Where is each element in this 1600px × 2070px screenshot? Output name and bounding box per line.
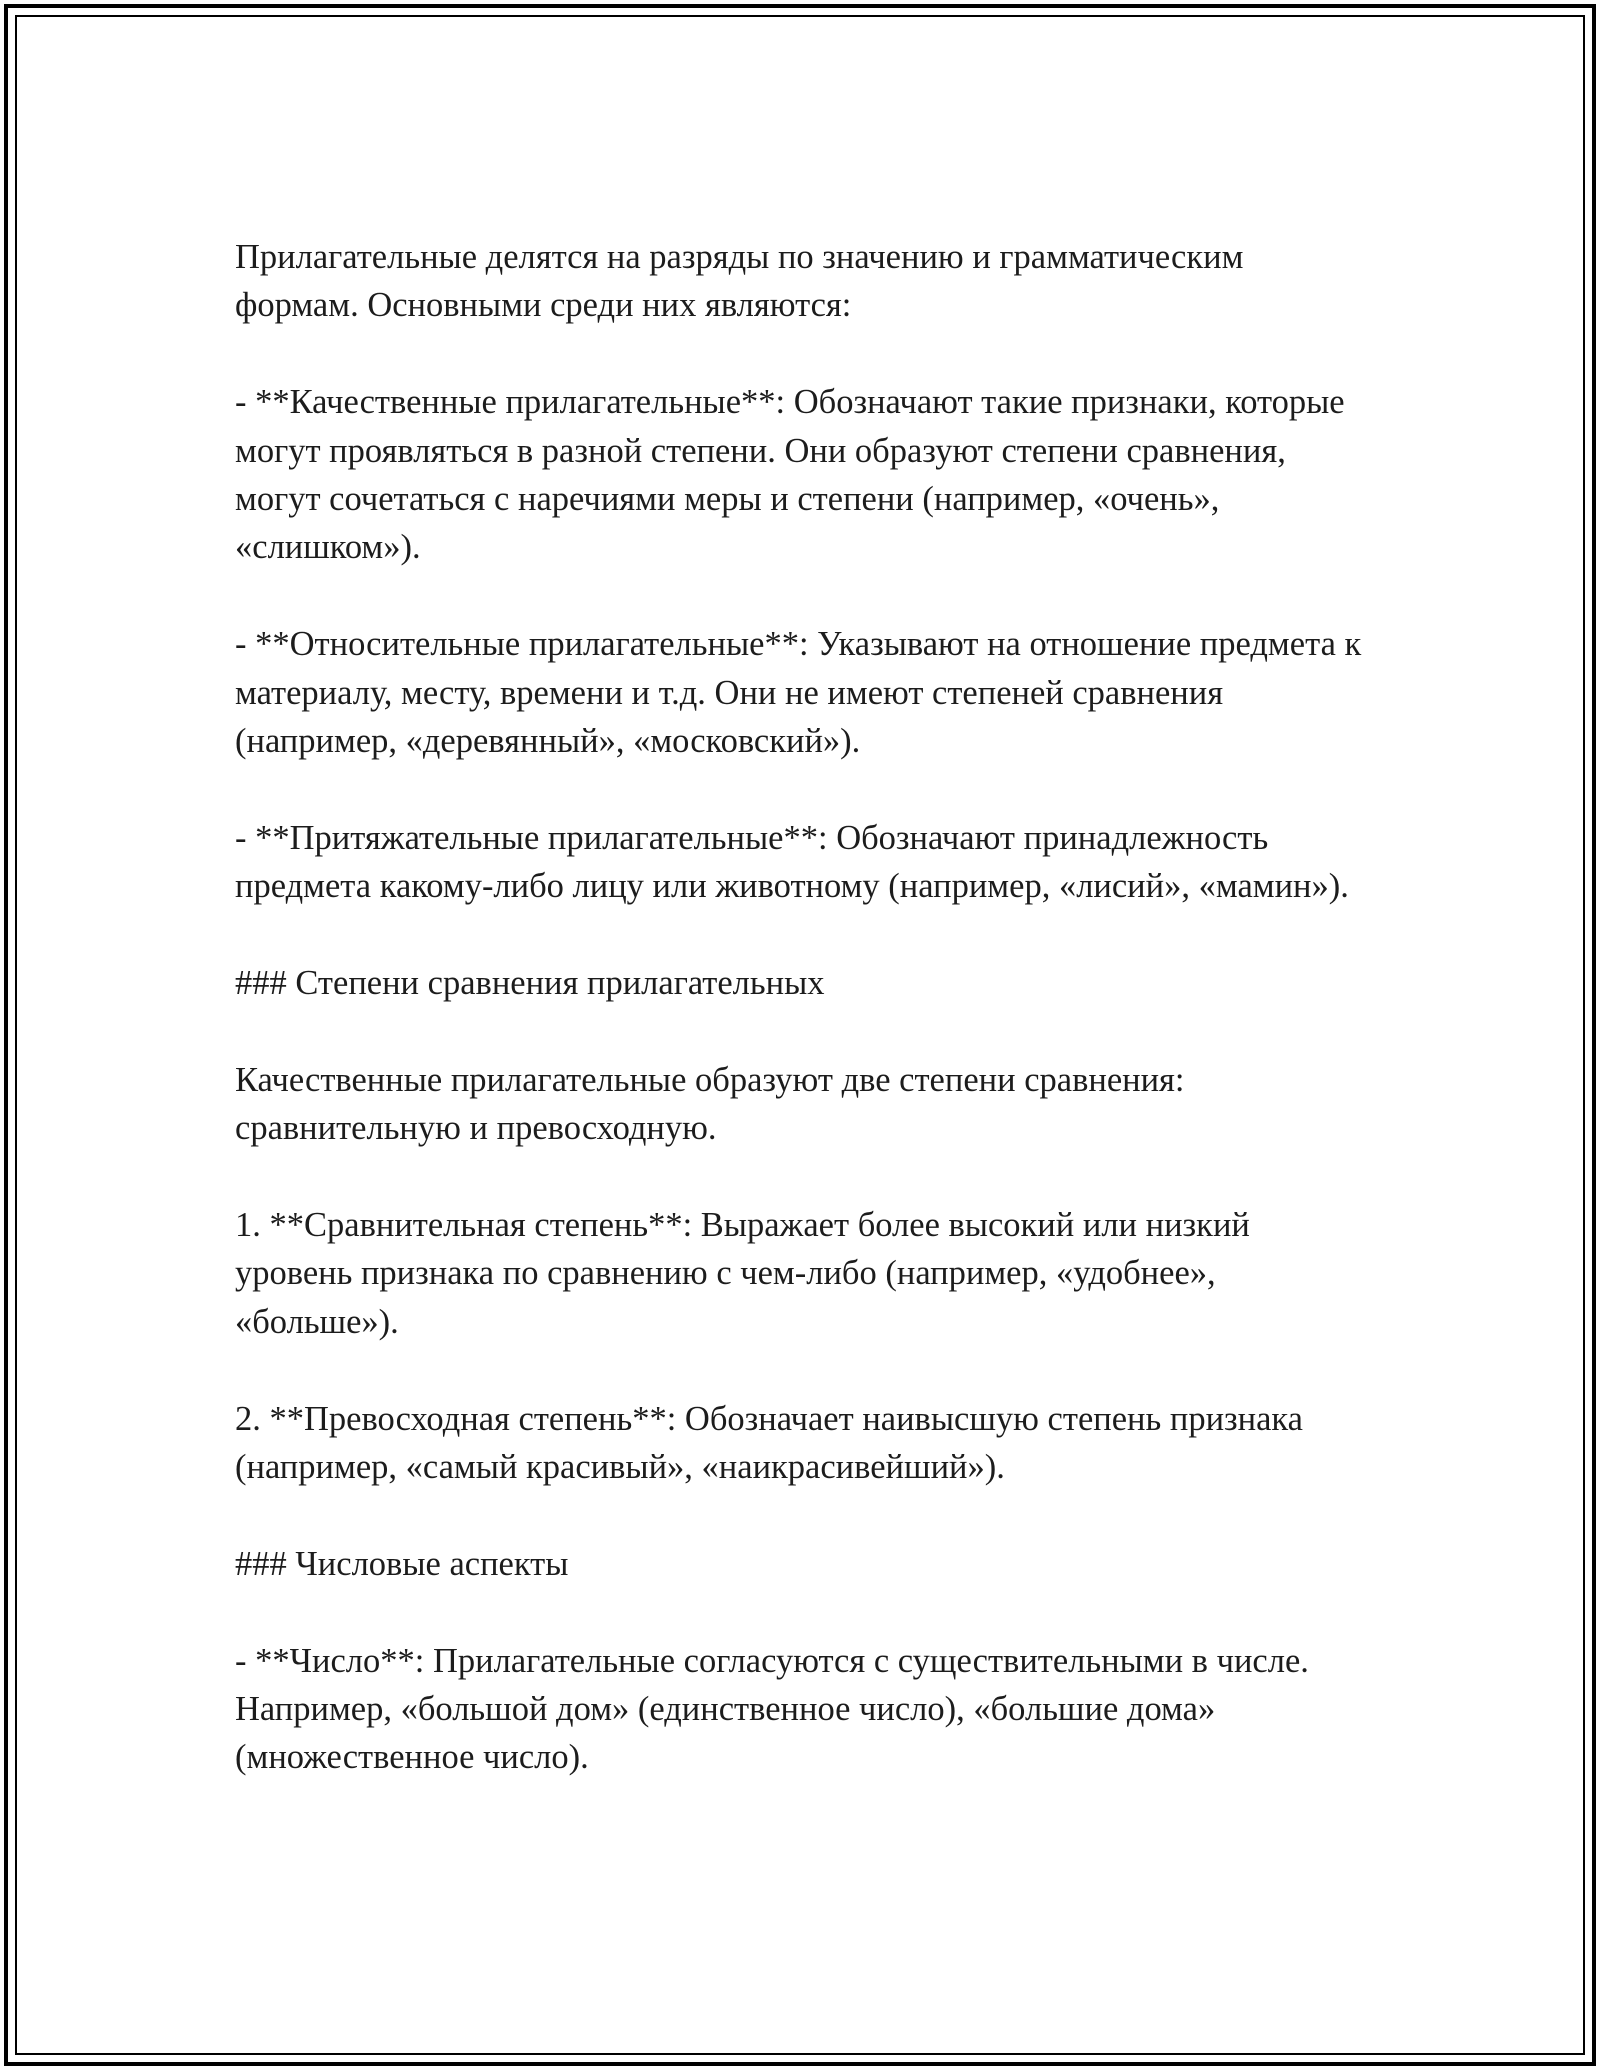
list-item-number: - **Число**: Прилагательные согласуются с существительными в числе. Например, «большой дом» (единственное число), «большие дома» (множественное число). [235,1641,1309,1777]
list-item-comparative: 1. **Сравнительная степень**: Выражает более высокий или низкий уровень признака по сравнению с чем-либо (например, «удобнее», «больше»). [235,1206,1250,1341]
section-heading-number: ### Числовые аспекты [235,1544,569,1583]
section-heading-comparison: ### Степени сравнения прилагательных [235,964,825,1003]
list-item-qualitative: - **Качественные прилагательные**: Обозначают такие признаки, которые могут проявляться в разной степени. Они образуют степени сравнения, могут сочетаться с наречиями меры и степени (например, «очень», «слишком»). [235,383,1345,567]
document-body [235,233,1375,1782]
comparison-intro-paragraph: Качественные прилагательные образуют две степени сравнения: сравнительную и превосходную. [235,1060,1185,1148]
list-item-relative: - **Относительные прилагательные**: Указывают на отношение предмета к материалу, месту, времени и т.д. Они не имеют степеней сравнения (например, «деревянный», «московский»). [235,625,1362,761]
list-item-superlative: 2. **Превосходная степень**: Обозначает наивысшую степень признака (например, «самый красивый», «наикрасивейший»). [235,1399,1303,1487]
intro-paragraph: Прилагательные делятся на разряды по значению и грамматическим формам. Основными среди них являются: [235,238,1244,325]
list-item-possessive: - **Притяжательные прилагательные**: Обозначают принадлежность предмета какому-либо лицу или животному (например, «лисий», «мамин»). [235,818,1349,906]
